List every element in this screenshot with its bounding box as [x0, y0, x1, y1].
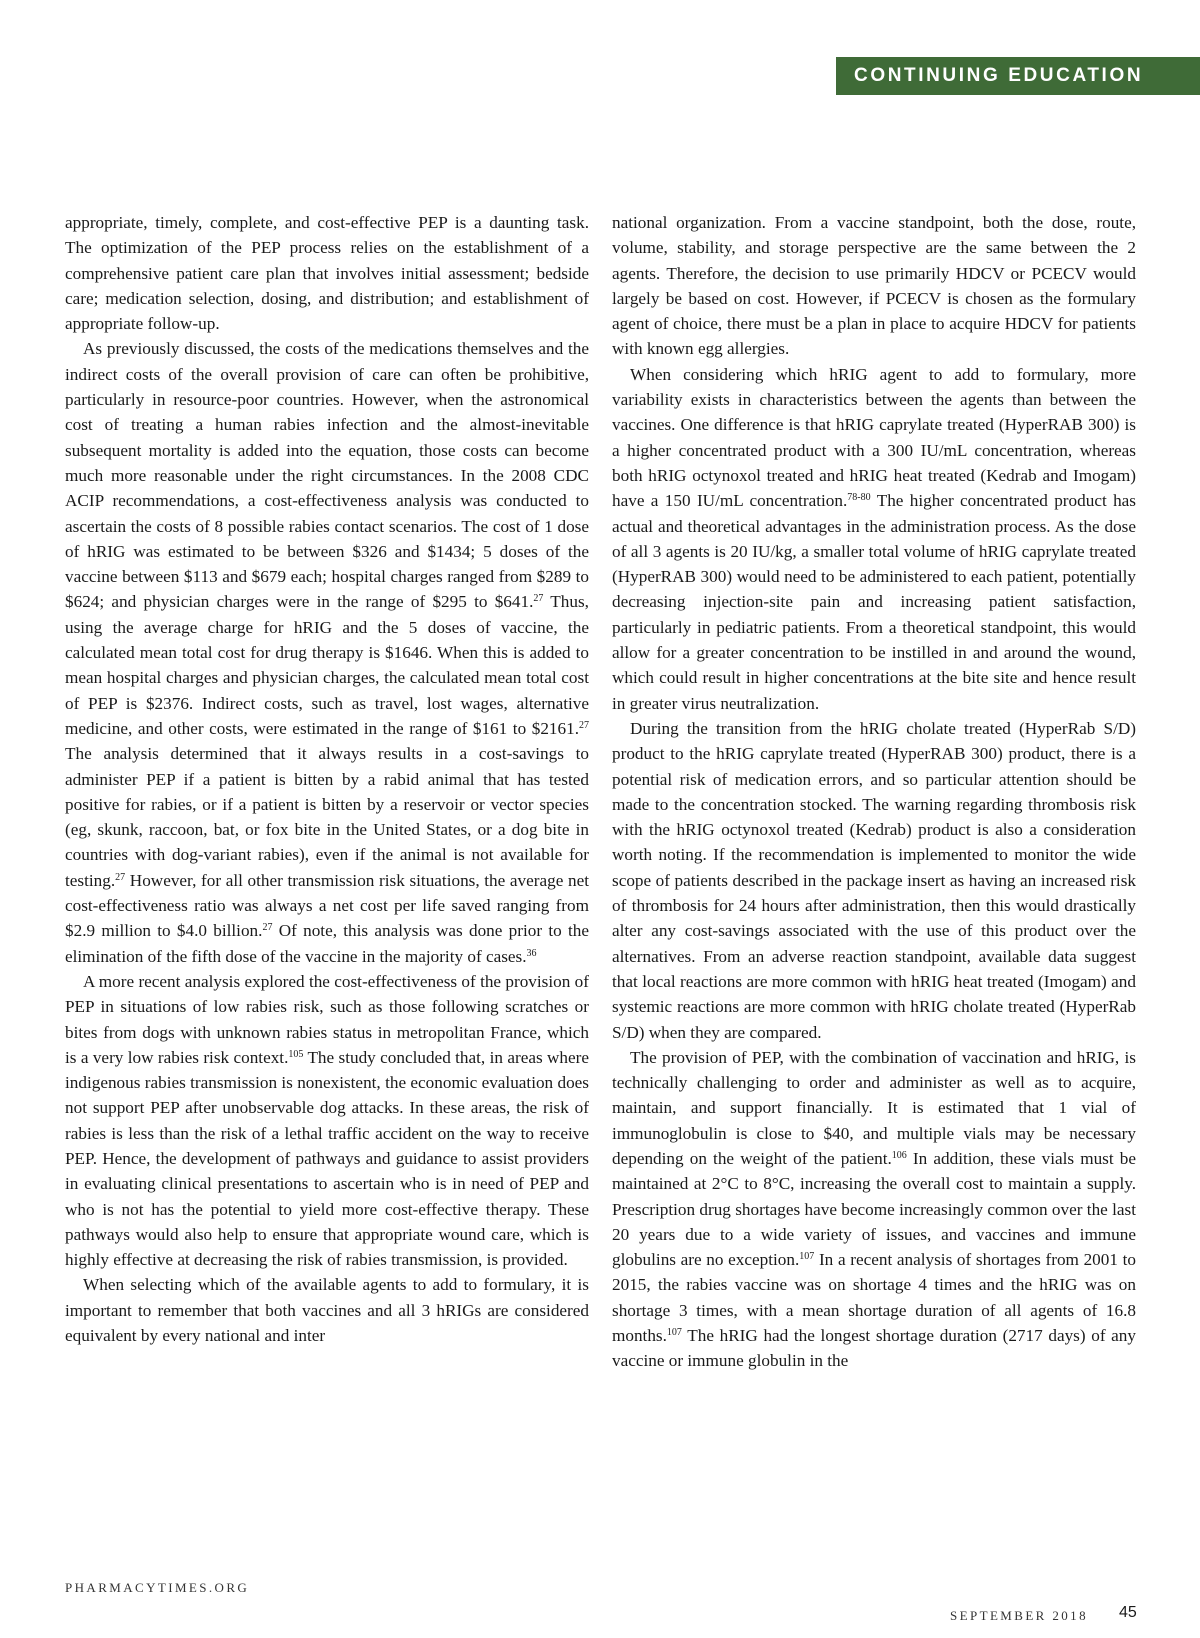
paragraph: During the transition from the hRIG cholate treated (HyperRab S/D) product to the hRIG caprylate treated (HyperRAB 300) product, there is a potential risk of medication errors, and so particular attention should be made to the concentration stocked. The warning regarding thrombosis risk with the hRIG octynoxol treated (Kedrab) product is also a consideration worth noting. If the recommendation is implemented to monitor the wide scope of patients described in the package insert as having an increased risk of thrombosis for 24 hours after administration, then this would drastically alter any cost-savings associated with the use of this product over the alternatives. From an adverse reaction standpoint, available data suggest that local reactions are more common with hRIG heat treated (Imogam) and systemic reactions are more common with hRIG cholate treated (HyperRab S/D) when they are compared. [612, 718, 1136, 1042]
page-number: 45 [1119, 1604, 1137, 1621]
citation-ref: 27 [533, 593, 544, 605]
citation-ref: 107 [666, 1327, 682, 1339]
footer-issue: SEPTEMBER 2018 [950, 1608, 1088, 1623]
paragraph: When selecting which of the available agents to add to formulary, it is important to remember that both vaccines and all 3 hRIGs are considered equivalent by every national and inter [65, 1275, 589, 1346]
paragraph: The provision of PEP, with the combination of vaccination and hRIG, is technically challenging to order and administer as well as to acquire, maintain, and support financially. It is estimated that 1 vial of immunoglobulin is close to $40, and multiple vials may be necessary depending on the weight of the patient.$^{106}$ In addition, these vials must be maintained at 2°C to 8°C, increasing the overall cost to maintain a supply. Prescription drug shortages have become increasingly common over the last 20 years due to a wide variety of issues, and vaccines and immune globulins are no exception.$^{107}$ In a recent analysis of shortages from 2001 to 2015, the rabies vaccine was on shortage 4 times and the hRIG was on shortage 3 times, with a mean shortage duration of all agents of 16.8 months.$^{107}$ The hRIG had the longest shortage duration (2717 days) of any vaccine or immune globulin in the [612, 1047, 1136, 1371]
paragraph: When considering which hRIG agent to add to formulary, more variability exists in characteristics between the agents than between the vaccines. One difference is that hRIG caprylate treated (HyperRAB 300) is a higher concentrated product with a 300 IU/mL concentration, whereas both hRIG octynoxol treated and hRIG heat treated (Kedrab and Imogam) have a 150 IU/mL concentration.$^{78-80}$ The higher concentrated product has actual and theoretical advantages in the administration process. As the dose of all 3 agents is 20 IU/kg, a smaller total volume of hRIG caprylate treated (HyperRAB 300) would need to be administered to each patient, potentially decreasing injection-site pain and increasing patient satisfaction, particularly in pediatric patients. From a theoretical standpoint, this would allow for a greater concentration to be instilled in and around the wound, which could result in higher concentrations at the bite site and hence result in greater virus neutralization. [612, 364, 1136, 713]
citation-ref: 27 [115, 871, 126, 883]
citation-ref: 106 [891, 1149, 907, 1161]
footer-site: PHARMACYTIMES.ORG [65, 1580, 250, 1595]
left-column [65, 210, 589, 1348]
section-banner: CONTINUING EDUCATION [836, 57, 1200, 95]
citation-ref: 107 [799, 1251, 815, 1263]
citation-ref: 78-80 [847, 492, 871, 504]
paragraph: national organization. From a vaccine standpoint, both the dose, route, volume, stability, and storage perspective are the same between the 2 agents. Therefore, the decision to use primarily HDCV or PCECV would largely be based on cost. However, if PCECV is chosen as the formulary agent of choice, there must be a plan in place to acquire HDCV for patients with known egg allergies. [612, 213, 1136, 359]
citation-ref: 27 [262, 922, 273, 934]
citation-ref: 36 [526, 947, 537, 959]
citation-ref: 105 [288, 1048, 304, 1060]
citation-ref: 27 [579, 719, 589, 731]
paragraph: As previously discussed, the costs of the medications themselves and the indirect costs of the overall provision of care can often be prohibitive, particularly in resource-poor countries. However, when the astronomical cost of treating a human rabies infection and the almost-inevitable subsequent mortality is added into the equation, those costs can become much more reasonable under the right circumstances. In the 2008 CDC ACIP recommendations, a cost-effectiveness analysis was conducted to ascertain the costs of 8 possible rabies contact scenarios. The cost of 1 dose of hRIG was estimated to be between $326 and $1434; 5 doses of the vaccine between $113 and $679 each; hospital charges ranged from $289 to $624; and physician charges were in the range of $295 to $641.27 Thus, using the average charge for hRIG and the 5 doses of vaccine, the calculated mean total cost for drug therapy is $1646. When this is added to mean hospital charges and physician charges, the calculated mean total cost of PEP is $2376. Indirect costs, such as travel, lost wages, alternative medicine, and other costs, were estimated in the range of $161 to $2161.27 The analysis determined that it always results in a cost-savings to administer PEP if a patient is bitten by a rabid animal that has tested positive for rabies, or if a patient is bitten by a reservoir or vector species (eg, skunk, raccoon, bat, or fox bite in the United States, or a dog bite in countries with dog-variant rabies), even if the animal is not available for testing.$^{27}$ However, for all other transmission risk situations, the average net cost-effectiveness ratio was always a net cost per life saved ranging from $2.9 million to $4.0 billion.$^{27}$ Of note, this analysis was done prior to the elimination of the fifth dose of the vaccine in the majority of cases.$^{36}$ [65, 339, 589, 966]
paragraph: A more recent analysis explored the cost-effectiveness of the provision of PEP in situations of low rabies risk, such as those following scratches or bites from dogs with unknown rabies status in metropolitan France, which is a very low rabies risk context.$^{105}$ The study concluded that, in areas where indigenous rabies transmission is nonexistent, the economic evaluation does not support PEP after unobservable dog attacks. In these areas, the risk of rabies is less than the risk of a lethal traffic accident on the way to receive PEP. Hence, the development of pathways and guidance to assist providers in evaluating clinical presentations to ascertain who is in need of PEP and who is not has the potential to yield more cost-effective therapy. These pathways would also help to ensure that appropriate wound care, which is highly effective at decreasing the risk of rabies transmission, is provided. [65, 971, 590, 1270]
paragraph: appropriate, timely, complete, and cost-effective PEP is a daunting task. The optimization of the PEP process relies on the establishment of a comprehensive patient care plan that involves initial assessment; bedside care; medication selection, dosing, and distribution; and establishment of appropriate follow-up. [65, 213, 589, 334]
right-column [612, 210, 1136, 1374]
